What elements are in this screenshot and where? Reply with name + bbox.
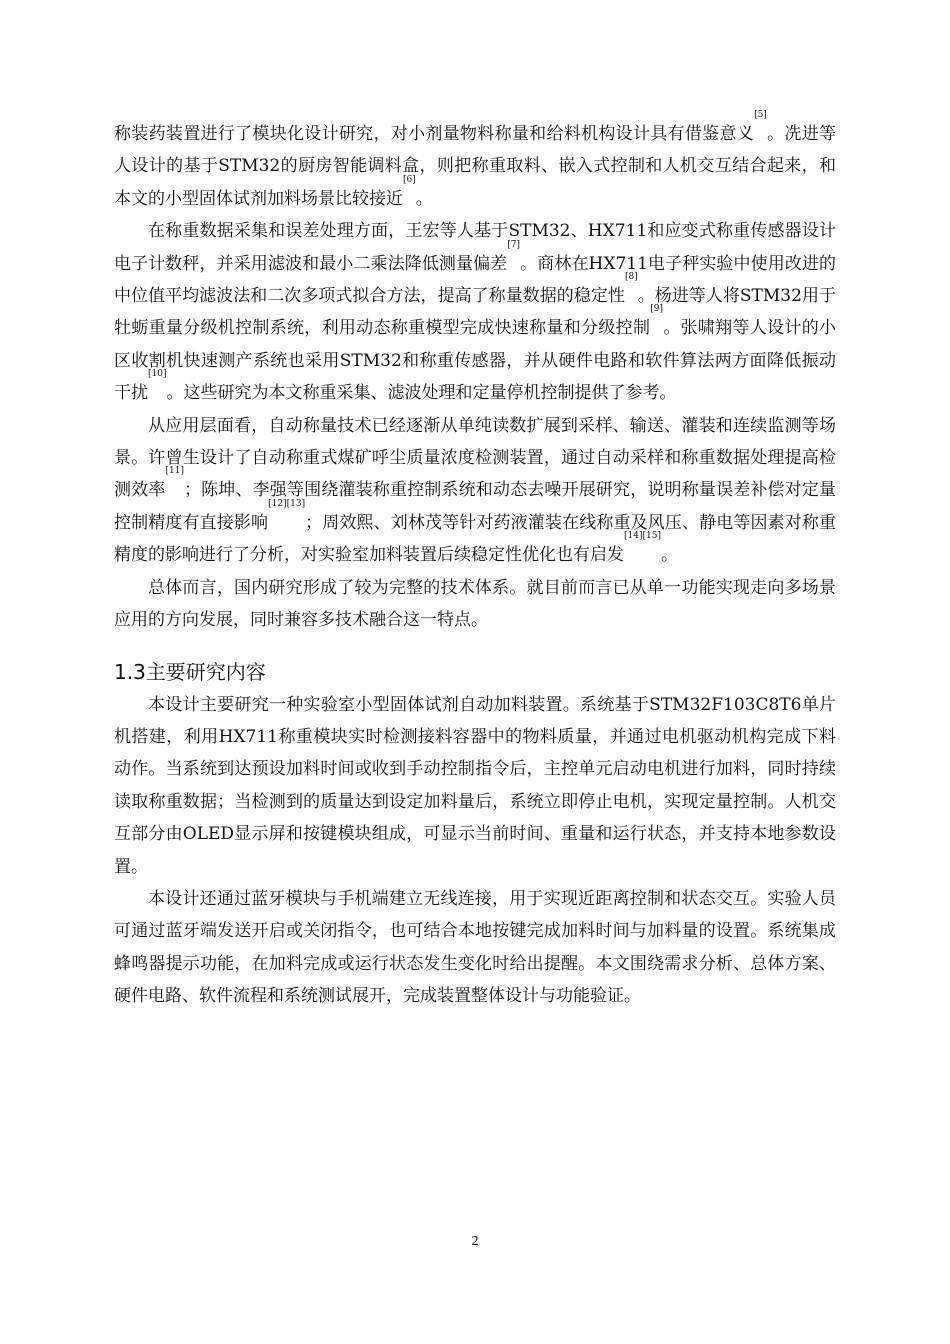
text-run: 。 — [415, 188, 433, 209]
page-number: 2 — [471, 1234, 479, 1249]
citation-ref: [12][13] — [268, 498, 306, 509]
paragraph-4: 总体而言，国内研究形成了较为完整的技术体系。就目前而言已从单一功能实现走向多场景应用的方向发展，同时兼容多技术融合这一特点。 — [114, 577, 836, 631]
citation-ref: [9] — [650, 304, 664, 315]
body-text — [114, 110, 837, 1013]
text-run: ；陈坤、李强等围绕灌装称重控制系统和动态去噪开展研究，说明称量误差补偿对定量控制精度有直接影响 — [114, 480, 837, 533]
text-run: 在称重数据采集和误差处理方面，王宏等人基于STM32、HX711和应变式称重传感器设计电子计数秤，并采用滤波和最小二乘法降低测量偏差 — [114, 221, 836, 274]
citation-ref: [7] — [507, 239, 521, 250]
citation-ref: [8] — [624, 272, 638, 283]
paragraph-6: 本设计还通过蓝牙模块与手机端建立无线连接，用于实现近距离控制和状态交互。实验人员可通过蓝牙端发送开启或关闭指令，也可结合本地按键完成加料时间与加料量的设置。系统集成蜂鸣器提示功能，在加料完成或运行状态发生变化时给出提醒。本文围绕需求分析、总体方案、硬件电路、软件流程和系统测试展开，完成装置整体设计与功能验证。 — [114, 888, 836, 1007]
text-run: 从应用层面看，自动称量技术已经逐渐从单纯读数扩展到采样、输送、灌装和连续监测等场景。许曾生设计了自动称重式煤矿呼尘质量浓度检测装置，通过自动采样和称重数据处理提高检测效率 — [114, 415, 836, 501]
text-run: 。 — [660, 545, 678, 566]
text-run: 。杨进等人将STM32用于牡蛎重量分级机控制系统，利用动态称重模型完成快速称量和分级控制 — [114, 286, 836, 339]
paragraph-1 — [114, 110, 837, 215]
text-run: 。这些研究为本文称重采集、滤波处理和定量停机控制提供了参考。 — [166, 383, 677, 404]
text-run: 。冼进等人设计的基于STM32的厨房智能调料盒，则把称重取料、嵌入式控制和人机交互结合起来，和本文的小型固体试剂加料场景比较接近 — [114, 124, 837, 209]
paragraph-3 — [114, 410, 836, 572]
text-run: 称装药装置进行了模块化设计研究，对小剂量物料称量和给料机构设计具有借鉴意义 — [114, 124, 755, 144]
text-run: 。商林在HX711电子秤实验中使用改进的中位值平均滤波法和二次多项式拟合方法，提高了称量数据的稳定性 — [114, 253, 837, 307]
text-run: 。张啸翔等人设计的小区收割机快速测产系统也采用STM32和称重传感器，并从硬件电路和软件算法两方面降低振动干扰 — [114, 318, 837, 404]
section-heading: 1.3主要研究内容 — [114, 659, 266, 684]
text-run: ；周效熙、刘林茂等针对药液灌装在线称重及风压、静电等因素对称重精度的影响进行了分析，对实验室加料装置后续稳定性优化也有启发 — [114, 512, 837, 566]
paragraph-5: 本设计主要研究一种实验室小型固体试剂自动加料装置。系统基于STM32F103C8T6单片机搭建，利用HX711称重模块实时检测接料容器中的物料质量，并通过电机驱动机构完成下料动作。当系统到达预设加料时间或收到手动控制指令后，主控单元启动电机进行加料，同时持续读取称重数据；当检测到的质量达到设定加料量后，系统立即停止电机，实现定量控制。人机交互部分由OLED显示屏和按键模块组成，可显示当前时间、重量和运行状态，并支持本地参数设置。 — [114, 694, 836, 877]
citation-ref: [14][15] — [624, 531, 661, 542]
citation-ref: [6] — [403, 174, 416, 185]
citation-ref: [11] — [165, 466, 184, 477]
citation-ref: [10] — [148, 369, 167, 380]
paragraph-2 — [114, 215, 836, 409]
citation-ref: [5] — [754, 110, 767, 120]
